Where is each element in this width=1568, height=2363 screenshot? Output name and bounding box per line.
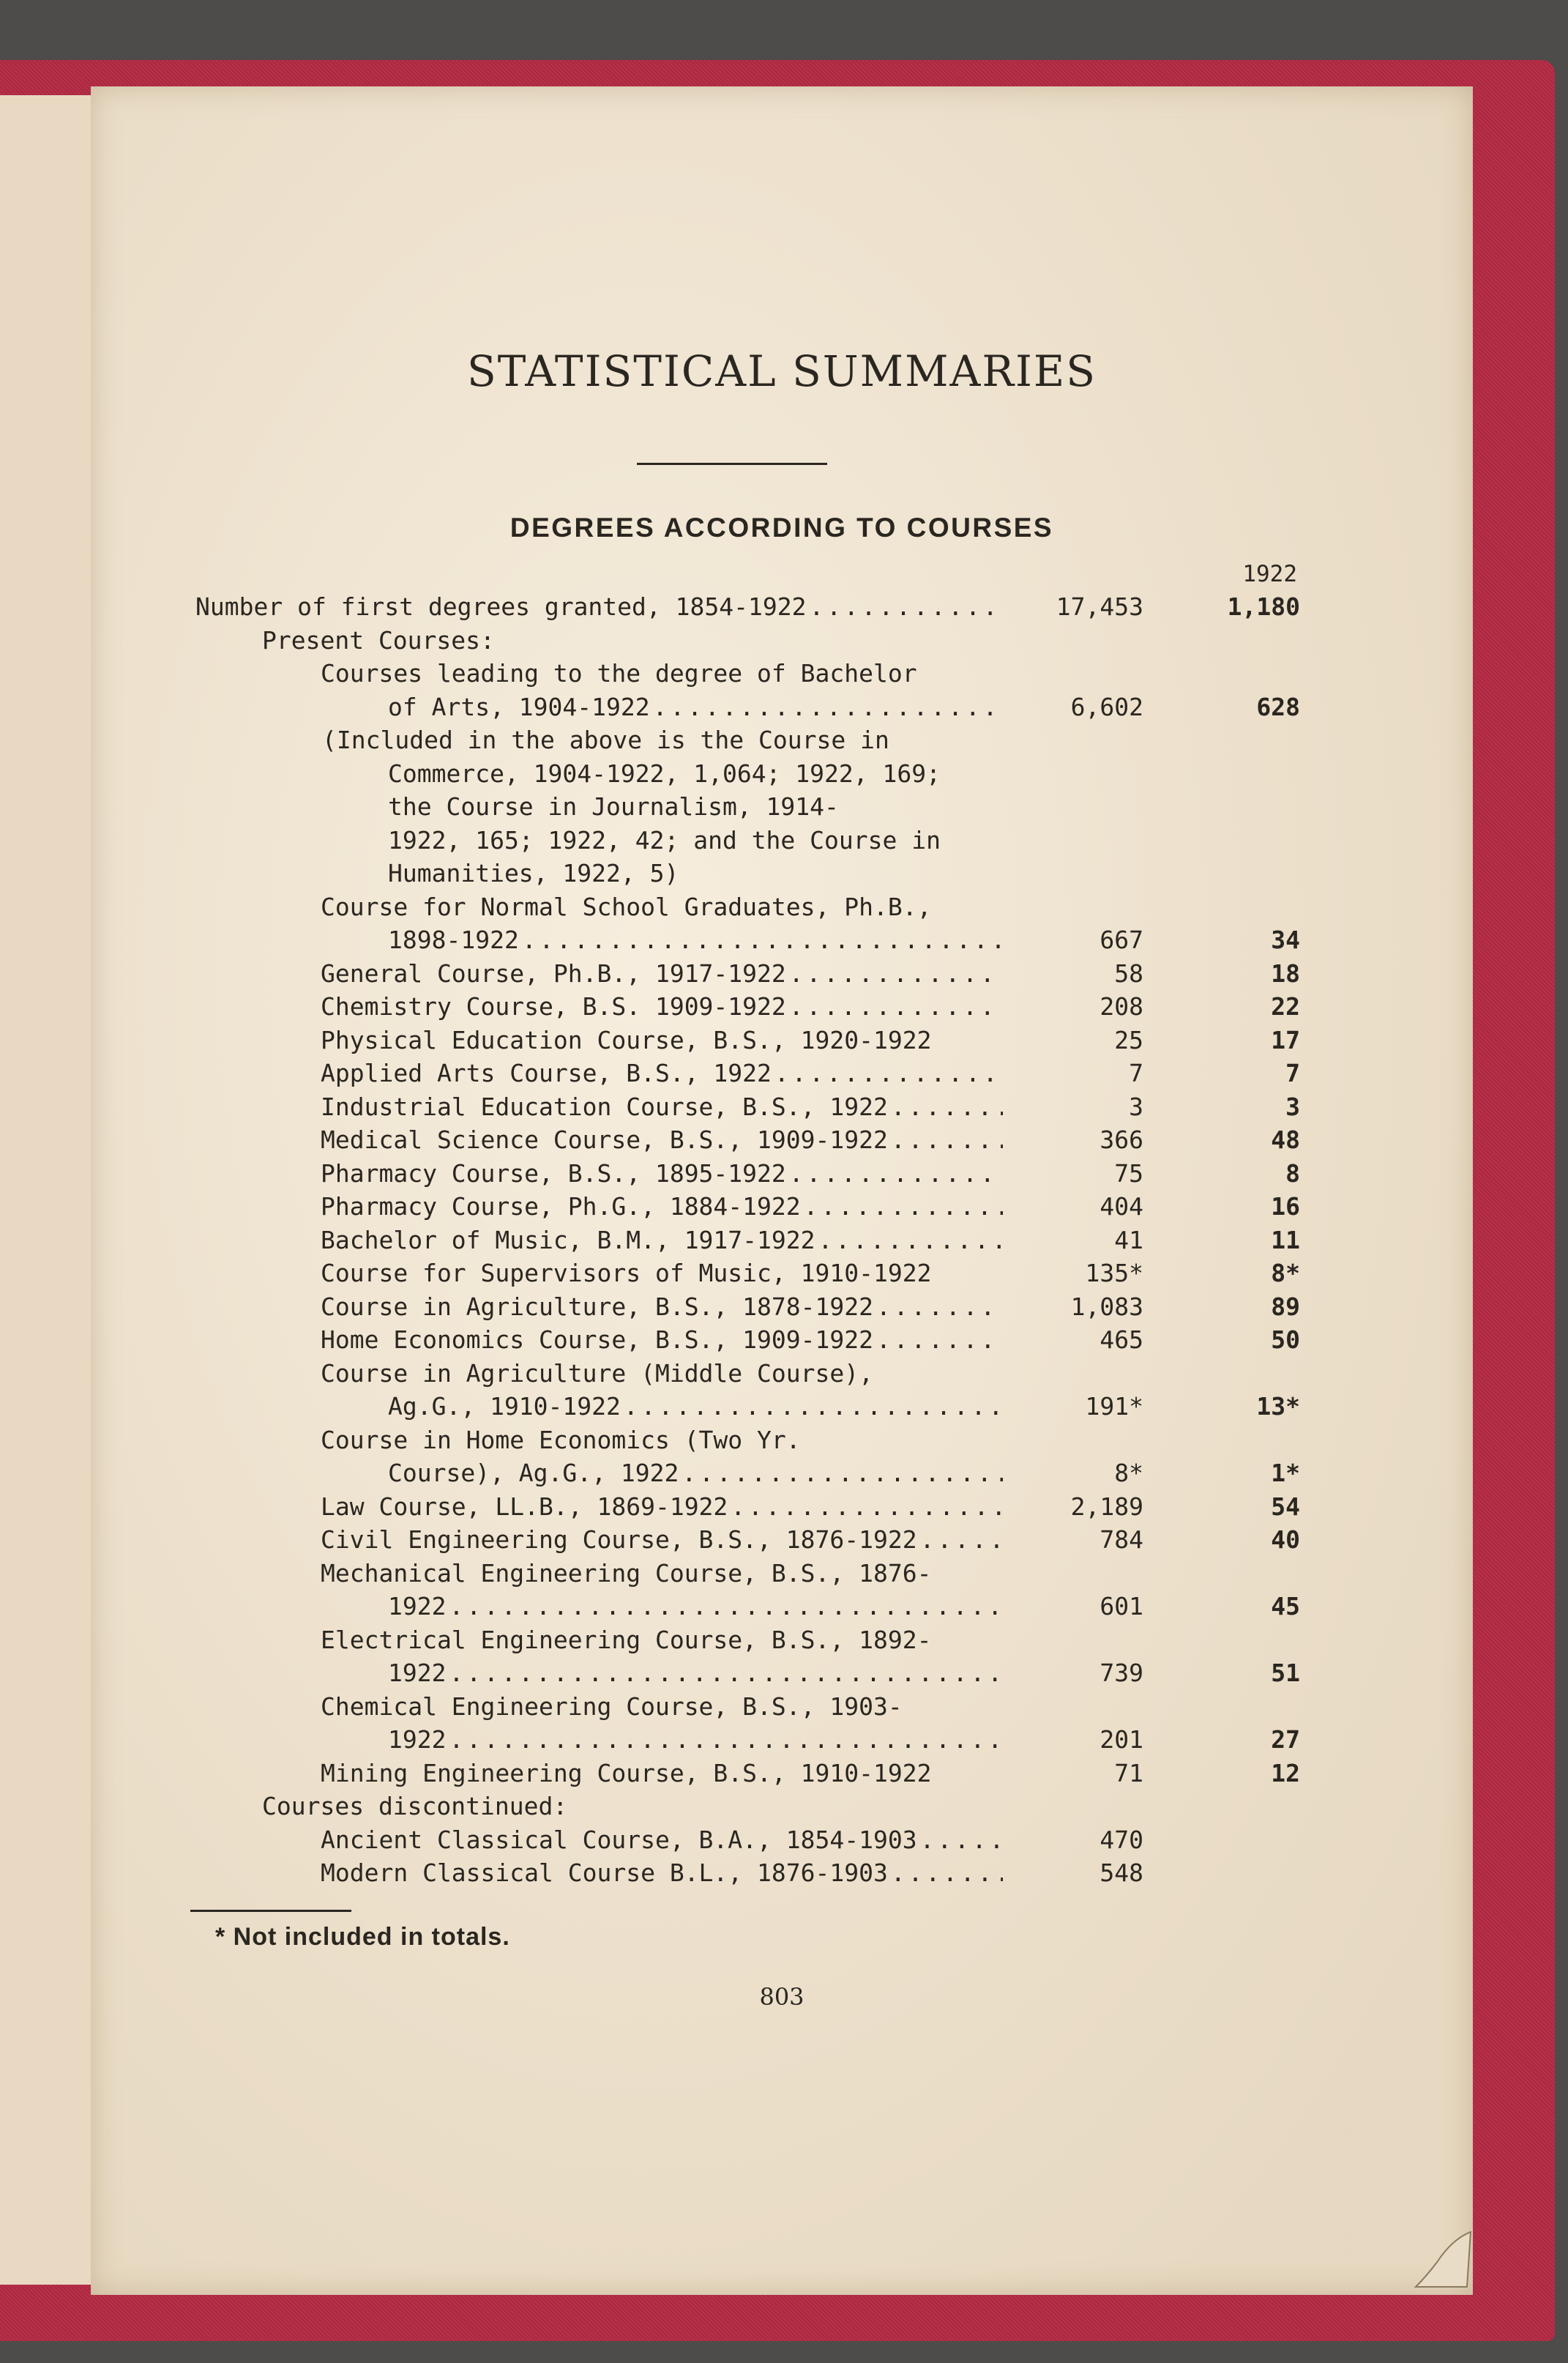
table-row: [91, 1390, 1335, 1424]
total-value: 784: [1100, 1525, 1143, 1554]
value-1922: 628: [1256, 692, 1300, 721]
row-label-text: Civil Engineering Course, B.S., 1876-1922: [321, 1525, 917, 1554]
dot-leader: [650, 691, 1003, 724]
total-value: 8*: [1114, 1459, 1143, 1487]
row-label-text: Industrial Education Course, B.S., 1922: [321, 1092, 888, 1121]
table-row: [91, 723, 1335, 757]
row-label: [321, 1190, 1003, 1224]
row-label-text: Law Course, LL.B., 1869-1922: [321, 1492, 728, 1521]
dot-leader: [888, 1090, 1003, 1124]
row-label: [388, 1390, 1003, 1424]
row-label: [321, 1490, 1003, 1524]
row-label-text: Course in Agriculture (Middle Course),: [321, 1358, 873, 1388]
dot-leader: [873, 1323, 1003, 1357]
row-label: [388, 790, 1003, 824]
table-row: [91, 1523, 1335, 1557]
dot-leader: [446, 1590, 1003, 1623]
value-1922: 8: [1285, 1158, 1300, 1188]
dot-leader: [519, 923, 1003, 957]
table-row: [91, 790, 1335, 824]
value-1922: 50: [1271, 1325, 1300, 1354]
row-label-text: Pharmacy Course, Ph.G., 1884-1922: [321, 1192, 801, 1221]
row-label-text: the Course in Journalism, 1914-: [388, 792, 839, 821]
row-label: [321, 1557, 1003, 1590]
table-row: [91, 624, 1335, 658]
row-label-text: Bachelor of Music, B.M., 1917-1922: [321, 1225, 815, 1254]
page-corner-fold: [1408, 2217, 1474, 2291]
dot-leader: [786, 1157, 1003, 1191]
row-label: [388, 824, 1003, 857]
footnote: * Not included in totals.: [215, 1923, 510, 1951]
row-label: [321, 1690, 1003, 1724]
row-label: [321, 1157, 1003, 1191]
value-1922: 13*: [1256, 1392, 1300, 1421]
total-value: 135*: [1085, 1259, 1143, 1287]
dot-leader: [806, 590, 1003, 624]
value-1922: 54: [1271, 1492, 1300, 1521]
row-label: [321, 1057, 1003, 1090]
row-label-text: Applied Arts Course, B.S., 1922: [321, 1059, 772, 1087]
row-label-text: Electrical Engineering Course, B.S., 1892-: [321, 1625, 932, 1654]
table-row: [91, 1257, 1335, 1290]
row-label: [321, 1623, 1003, 1657]
table-row: [91, 657, 1335, 691]
total-value: 470: [1100, 1825, 1143, 1854]
table-row: [91, 1856, 1335, 1890]
row-label-text: General Course, Ph.B., 1917-1922: [321, 959, 786, 988]
value-1922: 34: [1271, 926, 1300, 954]
row-label-text: Mechanical Engineering Course, B.S., 1876-: [321, 1558, 932, 1588]
row-label-text: of Arts, 1904-1922: [388, 692, 650, 721]
row-label-text: Number of first degrees granted, 1854-1922: [195, 592, 807, 621]
value-1922: 45: [1271, 1592, 1300, 1620]
table-row: [91, 890, 1335, 924]
dot-leader: [772, 1057, 1003, 1090]
row-label: [321, 1856, 1003, 1890]
total-value: 17,453: [1056, 592, 1143, 621]
row-label-text: Modern Classical Course B.L., 1876-1903: [321, 1858, 888, 1887]
row-label: [388, 757, 1003, 791]
value-1922: 17: [1271, 1025, 1300, 1054]
total-value: 58: [1114, 959, 1143, 988]
total-value: 2,189: [1070, 1492, 1143, 1521]
row-label: [321, 957, 1003, 991]
row-label-text: Course), Ag.G., 1922: [388, 1459, 679, 1487]
table-row: [91, 1723, 1335, 1757]
table-row: [91, 1424, 1335, 1457]
row-label-text: 1922: [388, 1725, 447, 1754]
table-row: [91, 1557, 1335, 1590]
row-label-text: Physical Education Course, B.S., 1920-1922: [321, 1025, 932, 1054]
row-label: [388, 857, 1003, 890]
total-value: 201: [1100, 1725, 1143, 1754]
table-row: [91, 1323, 1335, 1357]
value-1922: 48: [1271, 1125, 1300, 1154]
row-label-text: Commerce, 1904-1922, 1,064; 1922, 169;: [388, 759, 941, 788]
row-label-text: Course for Supervisors of Music, 1910-1922: [321, 1259, 932, 1287]
total-value: 601: [1100, 1592, 1143, 1620]
table-row: [91, 1456, 1335, 1490]
dot-leader: [786, 957, 1003, 991]
row-label-text: Pharmacy Course, B.S., 1895-1922: [321, 1158, 786, 1188]
dot-leader: [446, 1656, 1003, 1690]
row-label: [321, 1757, 1003, 1790]
table-row: [91, 990, 1335, 1024]
dot-leader: [446, 1723, 1003, 1757]
dot-leader: [917, 1523, 1003, 1557]
row-label: [322, 723, 1003, 757]
row-label: [321, 1123, 1003, 1157]
row-label: [321, 1257, 1003, 1290]
row-label-text: Ag.G., 1910-1922: [388, 1392, 621, 1421]
table-row: [91, 1190, 1335, 1224]
total-value: 208: [1100, 992, 1143, 1021]
row-label: [321, 890, 1003, 924]
section-heading: DEGREES ACCORDING TO COURSES: [509, 513, 1054, 543]
table-row: [91, 1823, 1335, 1857]
row-label-text: 1922: [388, 1659, 447, 1687]
row-label-text: 1922: [388, 1592, 447, 1620]
table-row: [91, 1123, 1335, 1157]
page-number: 803: [759, 1983, 804, 2011]
total-value: 739: [1100, 1659, 1143, 1687]
value-1922: 89: [1271, 1292, 1300, 1321]
row-label: [321, 1823, 1003, 1857]
row-label: [388, 923, 1003, 957]
row-label: [388, 1723, 1003, 1757]
value-1922: 12: [1271, 1758, 1300, 1787]
table-row: [91, 857, 1335, 890]
column-header-1922: 1922: [1242, 561, 1297, 587]
table-row: [91, 923, 1335, 957]
row-label: [388, 691, 1003, 724]
row-label-text: Mining Engineering Course, B.S., 1910-1922: [321, 1758, 932, 1787]
row-label-text: Ancient Classical Course, B.A., 1854-1903: [321, 1825, 917, 1854]
row-label: [321, 990, 1003, 1024]
total-value: 41: [1114, 1225, 1143, 1254]
footnote-rule: [190, 1910, 351, 1912]
total-value: 7: [1129, 1059, 1143, 1087]
value-1922: 11: [1271, 1225, 1300, 1254]
row-label: [321, 1024, 1003, 1057]
row-label: [321, 1090, 1003, 1124]
table-row: [91, 757, 1335, 791]
row-label: [388, 1456, 1003, 1490]
table-row: [91, 1090, 1335, 1124]
total-value: 667: [1100, 926, 1143, 954]
table-row: [91, 691, 1335, 724]
table-row: [91, 1623, 1335, 1657]
table-row: [91, 1024, 1335, 1057]
row-label: [321, 1424, 1003, 1457]
value-1922: 18: [1271, 959, 1300, 988]
value-1922: 3: [1285, 1092, 1300, 1121]
row-label: [388, 1656, 1003, 1690]
row-label: [195, 590, 1003, 624]
facing-page-edge: [0, 95, 96, 2285]
dot-leader: [786, 990, 1003, 1024]
table-row: [91, 1157, 1335, 1191]
row-label-text: Chemistry Course, B.S. 1909-1922: [321, 992, 786, 1021]
total-value: 548: [1100, 1858, 1143, 1887]
table-row: [91, 1224, 1335, 1257]
row-label-text: Humanities, 1922, 5): [388, 859, 679, 887]
dot-leader: [888, 1123, 1003, 1157]
row-label-text: Courses leading to the degree of Bachelor: [321, 659, 917, 688]
dot-leader: [679, 1456, 1003, 1490]
table-row: [91, 957, 1335, 991]
value-1922: 27: [1271, 1725, 1300, 1754]
page-title: STATISTICAL SUMMARIES: [466, 346, 1097, 396]
value-1922: 40: [1271, 1525, 1300, 1554]
book-page: [91, 86, 1473, 2295]
table-row: [91, 1290, 1335, 1324]
table-row: [91, 1057, 1335, 1090]
dot-leader: [917, 1823, 1003, 1857]
row-label: [262, 624, 1003, 658]
table-row: [91, 1590, 1335, 1623]
value-1922: 8*: [1271, 1259, 1300, 1287]
row-label-text: Medical Science Course, B.S., 1909-1922: [321, 1125, 888, 1154]
row-label-text: Chemical Engineering Course, B.S., 1903-: [321, 1692, 903, 1721]
table-row: [91, 1790, 1335, 1823]
row-label-text: Present Courses:: [262, 625, 495, 655]
value-1922: 1*: [1271, 1459, 1300, 1487]
total-value: 25: [1114, 1025, 1143, 1054]
total-value: 191*: [1085, 1392, 1143, 1421]
dot-leader: [801, 1190, 1003, 1224]
row-label: [321, 1323, 1003, 1357]
total-value: 3: [1129, 1092, 1143, 1121]
row-label: [321, 1357, 1003, 1391]
value-1922: 16: [1271, 1192, 1300, 1221]
row-label: [321, 657, 1003, 691]
table-row: [91, 1357, 1335, 1391]
table-row: [91, 590, 1335, 624]
row-label-text: Course in Home Economics (Two Yr.: [321, 1425, 801, 1454]
total-value: 404: [1100, 1192, 1143, 1221]
value-1922: 51: [1271, 1659, 1300, 1687]
title-rule: [637, 463, 827, 465]
value-1922: 1,180: [1227, 592, 1300, 621]
row-label: [321, 1523, 1003, 1557]
row-label-text: Home Economics Course, B.S., 1909-1922: [321, 1325, 873, 1354]
dot-leader: [873, 1290, 1003, 1324]
total-value: 465: [1100, 1325, 1143, 1354]
row-label-text: Courses discontinued:: [262, 1792, 568, 1820]
total-value: 75: [1114, 1158, 1143, 1188]
row-label-text: Course for Normal School Graduates, Ph.B.,: [321, 892, 932, 921]
table-row: [91, 824, 1335, 857]
row-label: [388, 1590, 1003, 1623]
row-label-text: (Included in the above is the Course in: [322, 726, 889, 754]
total-value: 1,083: [1070, 1292, 1143, 1321]
value-1922: 7: [1285, 1059, 1300, 1087]
dot-leader: [888, 1856, 1003, 1890]
row-label-text: 1898-1922: [388, 926, 519, 954]
table-row: [91, 1690, 1335, 1724]
table-row: [91, 1656, 1335, 1690]
row-label-text: 1922, 165; 1922, 42; and the Course in: [388, 825, 941, 855]
dot-leader: [621, 1390, 1003, 1424]
dot-leader: [815, 1224, 1003, 1257]
dot-leader: [728, 1490, 1003, 1524]
total-value: 71: [1114, 1758, 1143, 1787]
total-value: 366: [1100, 1125, 1143, 1154]
total-value: 6,602: [1070, 692, 1143, 721]
table-row: [91, 1757, 1335, 1790]
row-label-text: Course in Agriculture, B.S., 1878-1922: [321, 1292, 873, 1321]
row-label: [321, 1224, 1003, 1257]
value-1922: 22: [1271, 992, 1300, 1021]
row-label: [262, 1790, 1003, 1823]
row-label: [321, 1290, 1003, 1324]
table-row: [91, 1490, 1335, 1524]
